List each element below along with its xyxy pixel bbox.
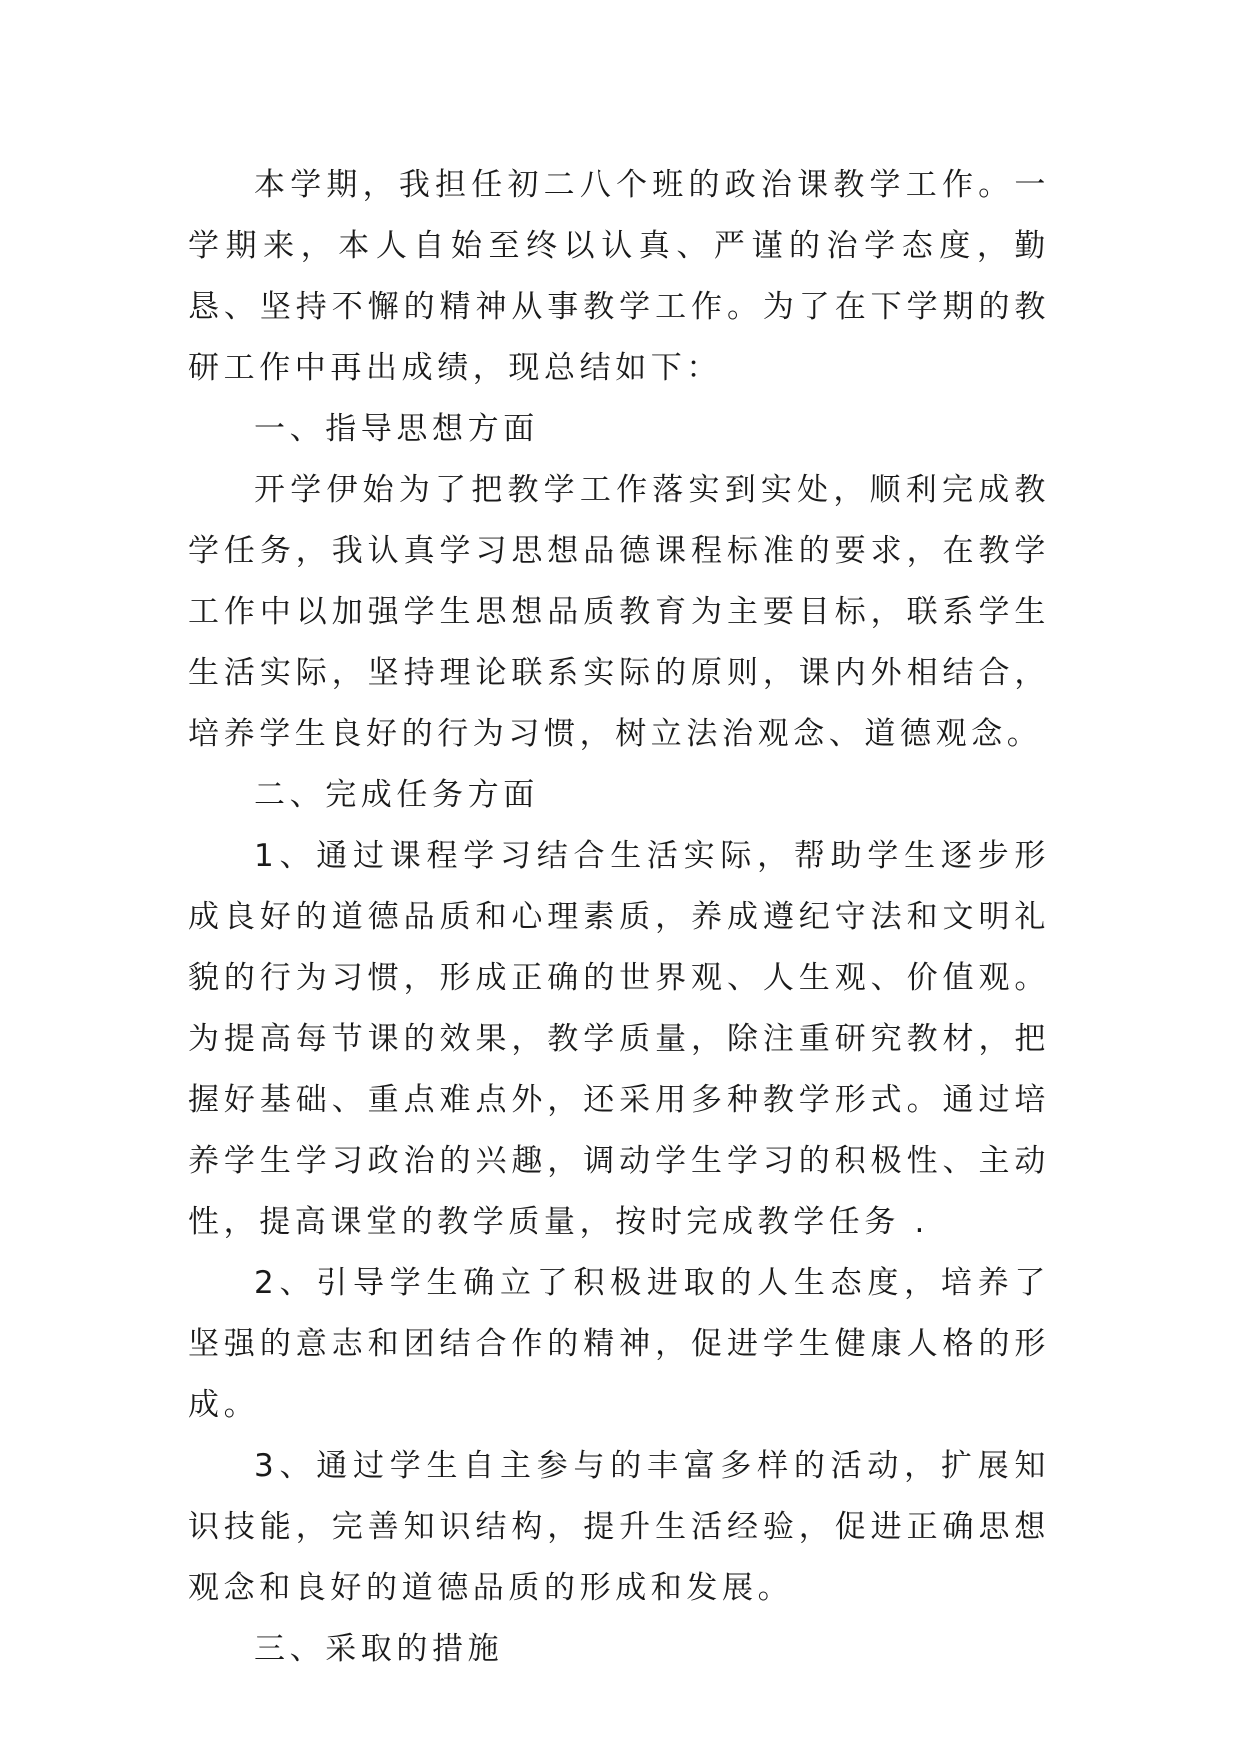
section-heading-task-completion: 二、完成任务方面: [254, 777, 539, 813]
task-item-1-paragraph: 1、通过课程学习结合生活实际，帮助学生逐步形成良好的道德品质和心理素质，养成遵纪守法和文明礼貌的行为习惯，形成正确的世界观、人生观、价值观。为提高每节课的效果，教学质量，除注重研究教材，把握好基础、重点难点外，还采用多种教学形式。通过培养学生学习政治的兴趣，调动学生学习的积极性、主动性，提高课堂的教学质量，按时完成教学任务 .: [188, 838, 1050, 1240]
task-item-2-paragraph: 2、引导学生确立了积极进取的人生态度，培养了坚强的意志和团结合作的精神，促进学生健康人格的形成。: [188, 1265, 1050, 1423]
section-heading-measures: 三、采取的措施: [254, 1631, 504, 1667]
guiding-ideology-paragraph: 开学伊始为了把教学工作落实到实处，顺利完成教学任务，我认真学习思想品德课程标准的要求，在教学工作中以加强学生思想品质教育为主要目标，联系学生生活实际，坚持理论联系实际的原则，课内外相结合，培养学生良好的行为习惯，树立法治观念、道德观念。: [188, 472, 1050, 752]
intro-paragraph: 本学期，我担任初二八个班的政治课教学工作。一学期来，本人自始至终以认真、严谨的治学态度，勤恳、坚持不懈的精神从事教学工作。为了在下学期的教研工作中再出成绩，现总结如下：: [188, 167, 1050, 386]
task-item-3-paragraph: 3、通过学生自主参与的丰富多样的活动，扩展知识技能，完善知识结构，提升生活经验，促进正确思想观念和良好的道德品质的形成和发展。: [188, 1448, 1050, 1606]
document-body: [188, 155, 1050, 1680]
section-heading-guiding-ideology: 一、指导思想方面: [254, 411, 539, 447]
